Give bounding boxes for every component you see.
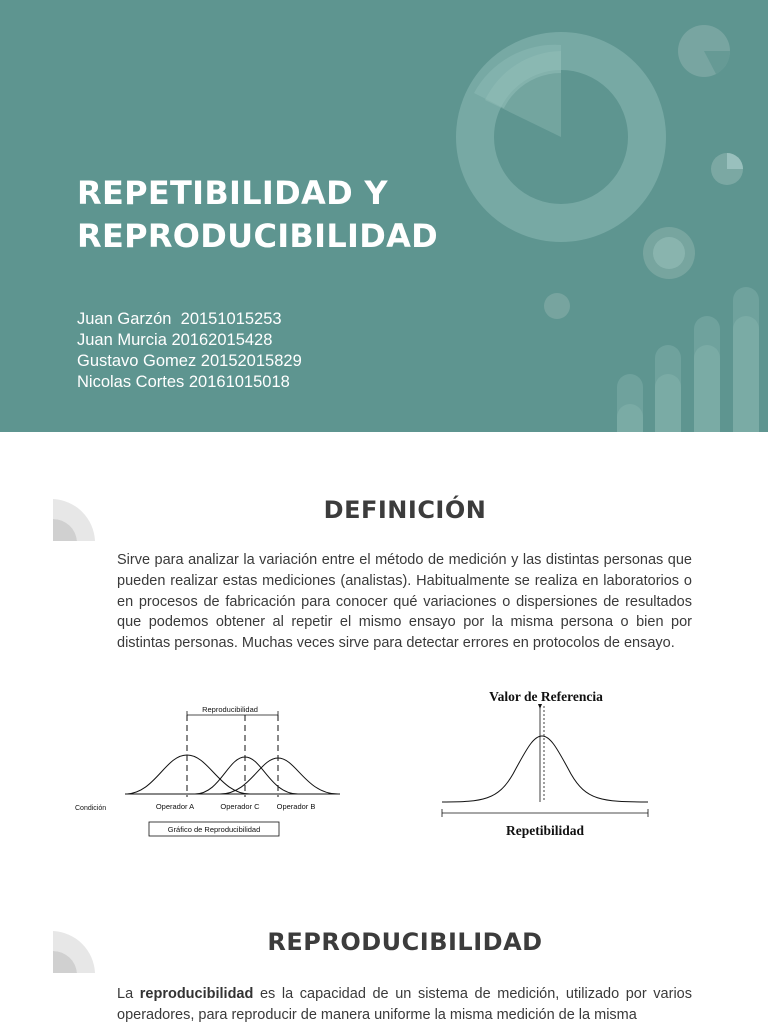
section-heading: REPRODUCIBILIDAD (267, 928, 543, 956)
presentation-title (77, 172, 497, 258)
curve-operator-b (220, 758, 338, 794)
row-label: Condición (75, 805, 107, 812)
operator-label: Operador C (220, 802, 260, 811)
title-line-1: REPETIBILIDAD Y (77, 174, 388, 212)
paragraph-prefix: La (117, 986, 140, 1002)
repeatability-figure (438, 682, 653, 842)
figure-top-label: Reproducibilidad (202, 705, 258, 714)
author-list (77, 309, 302, 393)
definition-paragraph: Sirve para analizar la variación entre el método de medición y las distintas personas que pueden realizar estas mediciones (analistas). Habitualmente se realiza en laboratorios o en procesos de fabricación para conocer qué variaciones o dispersiones de resultados que podemos obtener al repetir el mismo ensayo por la misma persona o bien por distintas personas. Muchas veces sirve para detectar errores en protocolos de ensayo. (117, 552, 692, 652)
paragraph-rest: es la capacidad de un sistema de medición, utilizado por varios operadores, para reproducir de manera uniforme la misma medición de la misma (117, 986, 692, 1023)
figure-bottom-label: Repetibilidad (505, 823, 585, 838)
section-heading: DEFINICIÓN (323, 496, 487, 524)
operator-label: Operador A (155, 802, 195, 811)
reproducibility-paragraph (117, 984, 692, 1026)
figure-caption: Gráfico de Reproducibilidad (167, 825, 261, 834)
reproducibility-figure (70, 697, 355, 842)
small-circle (544, 293, 570, 319)
paragraph-bold-term: reproducibilidad (139, 986, 254, 1002)
title-line-2: REPRODUCIBILIDAD (77, 217, 439, 255)
operator-label: Operador B (276, 802, 316, 811)
medium-circle-inner (653, 237, 685, 269)
tiny-pie-slice (727, 153, 743, 169)
title-slide (0, 0, 768, 432)
definition-slide (0, 432, 768, 864)
author-item: Gustavo Gomez 20152015829 (77, 352, 302, 370)
reproducibility-slide (0, 864, 768, 1024)
author-item: Nicolas Cortes 20161015018 (77, 373, 290, 391)
curve-operator-c (195, 757, 298, 794)
author-item: Juan Murcia 20162015428 (77, 331, 273, 349)
author-item: Juan Garzón 20151015253 (77, 310, 282, 328)
figure-top-label: Valor de Referencia (489, 689, 603, 704)
bell-curve (442, 736, 648, 802)
